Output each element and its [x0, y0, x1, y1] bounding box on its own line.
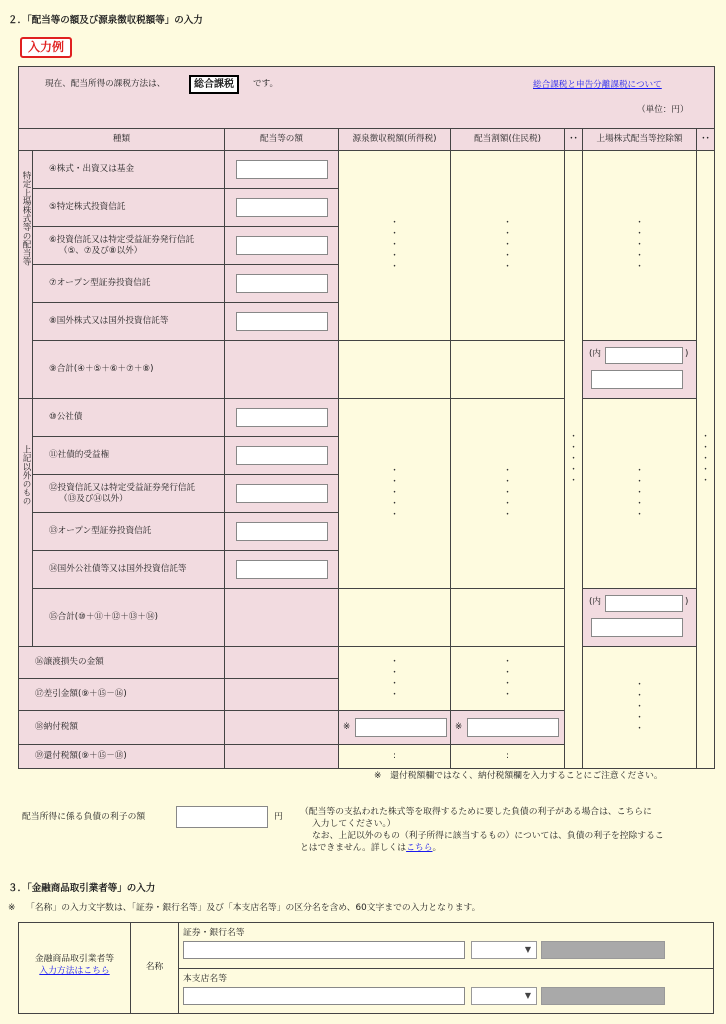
row-6-amount-input[interactable]: [236, 236, 328, 255]
method-link[interactable]: 総合課税と申告分離課税について: [533, 80, 662, 90]
bank-suffix-field: [541, 941, 665, 959]
group2-label: 上記以外のもの: [19, 399, 33, 647]
row-16-amount: [225, 647, 339, 679]
dividend-table: [18, 66, 715, 769]
bank-type-select[interactable]: [471, 941, 537, 959]
branch-name-input[interactable]: [183, 987, 465, 1005]
row-9-deduction-input[interactable]: [591, 370, 683, 389]
row-6-label: ⑥投資信託又は特定受益証券発行信託 （⑤、⑦及び⑧以外）: [33, 227, 225, 265]
broker-howto-link[interactable]: 入力方法はこちら: [39, 966, 110, 976]
row-16-label: ⑯譲渡損失の金額: [19, 647, 225, 679]
bank-name-input[interactable]: [183, 941, 465, 959]
branch-name-label: 本支店名等: [183, 974, 227, 984]
mid-dots-column: ･ ･ ･ ･ ･: [565, 151, 583, 769]
header-amount: 配当等の額: [225, 129, 339, 151]
row-18-rebate-input[interactable]: [467, 718, 559, 737]
row-4-amount-input[interactable]: [236, 160, 328, 179]
row-18-withholding: ※: [339, 711, 451, 745]
row-9-amount: [225, 341, 339, 399]
chevron-down-icon: ▼: [524, 945, 531, 954]
row-15-inner-input[interactable]: [605, 595, 683, 612]
row-10-amount-input[interactable]: [236, 408, 328, 427]
header-kind: 種類: [19, 129, 225, 151]
withholding-dots-group2: ･ ･ ･ ･ ･: [339, 399, 451, 589]
chevron-down-icon: ▼: [524, 991, 531, 1000]
debt-interest-label: 配当所得に係る負債の利子の額: [22, 812, 146, 822]
debt-interest-input[interactable]: [176, 806, 268, 828]
row-8-label: ⑧国外株式又は国外投資信託等: [33, 303, 225, 341]
rebate-dots-group2: ･ ･ ･ ･ ･: [451, 399, 565, 589]
refund-footnote: ※ 還付税額欄ではなく、納付税額欄を入力することにご注意ください。: [374, 771, 663, 781]
row-4-label: ④株式・出資又は基金: [33, 151, 225, 189]
deduction-dots-group1: ･ ･ ･ ･ ･: [583, 151, 697, 341]
row-10-label: ⑩公社債: [33, 399, 225, 437]
method-badge: 総合課税: [189, 75, 239, 94]
row-15-deduction-input[interactable]: [591, 618, 683, 637]
row-18-amount: [225, 711, 339, 745]
row-15-deduction: (内 ): [583, 589, 697, 647]
row-13-amount-input[interactable]: [236, 522, 328, 541]
withholding-dots-group1: ･ ･ ･ ･ ･: [339, 151, 451, 341]
row-19-rebate: :: [451, 745, 565, 769]
row-17-amount: [225, 679, 339, 711]
row-7-label: ⑦オープン型証券投資信託: [33, 265, 225, 303]
row-15-withholding: [339, 589, 451, 647]
rebate-dots-group1: ･ ･ ･ ･ ･: [451, 151, 565, 341]
header-deduction: 上場株式配当等控除額: [583, 129, 697, 151]
row-15-amount: [225, 589, 339, 647]
row-18-withholding-input[interactable]: [355, 718, 447, 737]
row-11-amount-input[interactable]: [236, 446, 328, 465]
row-5-amount-input[interactable]: [236, 198, 328, 217]
row-13-label: ⑬オープン型証券投資信託: [33, 513, 225, 551]
branch-suffix-field: [541, 987, 665, 1005]
branch-type-select[interactable]: [471, 987, 537, 1005]
section3-title: ３．「金融商品取引業者等」の入力: [8, 883, 156, 894]
deduction-dots-bottom: ･ ･ ･ ･ ･: [583, 647, 697, 769]
debt-detail-link[interactable]: こちら: [406, 843, 433, 853]
header-dots: ･･: [565, 129, 583, 151]
row-9-label: ⑨合計(④＋⑤＋⑥＋⑦＋⑧): [33, 341, 225, 399]
intro-prefix: 現在、配当所得の課税方法は、: [45, 79, 166, 89]
broker-name-label: 名称: [131, 923, 179, 1013]
row-9-deduction: (内 ): [583, 341, 697, 399]
row-9-inner-input[interactable]: [605, 347, 683, 364]
right-dots-column: ･ ･ ･ ･ ･: [697, 151, 715, 769]
row-17-label: ⑰差引金額(⑨＋⑮－⑯): [19, 679, 225, 711]
row-19-label: ⑲還付税額(⑨＋⑮－⑱): [19, 745, 225, 769]
section3-note-mark: ※: [8, 903, 16, 913]
header-withholding: 源泉徴収税額(所得税): [339, 129, 451, 151]
broker-org-label: 金融商品取引業者等: [34, 954, 115, 964]
intro-suffix: です。: [253, 79, 279, 89]
row-15-label: ⑮合計(⑩＋⑪＋⑫＋⑬＋⑭): [33, 589, 225, 647]
row-14-amount-input[interactable]: [236, 560, 328, 579]
row-19-withholding: :: [339, 745, 451, 769]
intro-cell: [19, 67, 715, 129]
row-15-rebate: [451, 589, 565, 647]
row-18-rebate: ※: [451, 711, 565, 745]
row-9-withholding: [339, 341, 451, 399]
unit-label: （単位：円）: [637, 105, 689, 115]
withholding-dots-bottom: ･ ･ ･ ･: [339, 647, 451, 711]
row-14-label: ⑭国外公社債等又は国外投資信託等: [33, 551, 225, 589]
group1-label: 特定上場株式等の配当等: [19, 151, 33, 399]
header-dots2: ･･: [697, 129, 715, 151]
row-11-label: ⑪社債的受益権: [33, 437, 225, 475]
bank-name-label: 証券・銀行名等: [183, 928, 245, 938]
debt-interest-note: （配当等の支払われた株式等を取得するために要した負債の利子がある場合は、こちらに 入力してください。） なお、上記以外のもの（利子所得に該当するもの）については、負債の利子を控除するこ とはできません。詳しくはこちら。: [300, 807, 664, 853]
row-9-rebate: [451, 341, 565, 399]
broker-row-divider: [179, 968, 714, 969]
broker-org-cell: [19, 923, 131, 1013]
row-19-amount: [225, 745, 339, 769]
row-5-label: ⑤特定株式投資信託: [33, 189, 225, 227]
debt-interest-unit: 円: [274, 812, 283, 822]
deduction-dots-group2: ･ ･ ･ ･ ･: [583, 399, 697, 589]
row-12-label: ⑫投資信託又は特定受益証券発行信託 （⑬及び⑭以外）: [33, 475, 225, 513]
row-7-amount-input[interactable]: [236, 274, 328, 293]
row-12-amount-input[interactable]: [236, 484, 328, 503]
section2-title: ２．「配当等の額及び源泉徴収税額等」の入力: [8, 15, 203, 26]
header-rebate: 配当割額(住民税): [451, 129, 565, 151]
broker-table: [18, 922, 714, 1014]
example-badge: 入力例: [20, 37, 72, 58]
row-8-amount-input[interactable]: [236, 312, 328, 331]
section3-note: 「名称」の入力文字数は、「証券・銀行名等」及び「本支店名等」の区分名を含め、60文字までの入力となります。: [26, 903, 481, 913]
rebate-dots-bottom: ･ ･ ･ ･: [451, 647, 565, 711]
row-18-label: ⑱納付税額: [19, 711, 225, 745]
